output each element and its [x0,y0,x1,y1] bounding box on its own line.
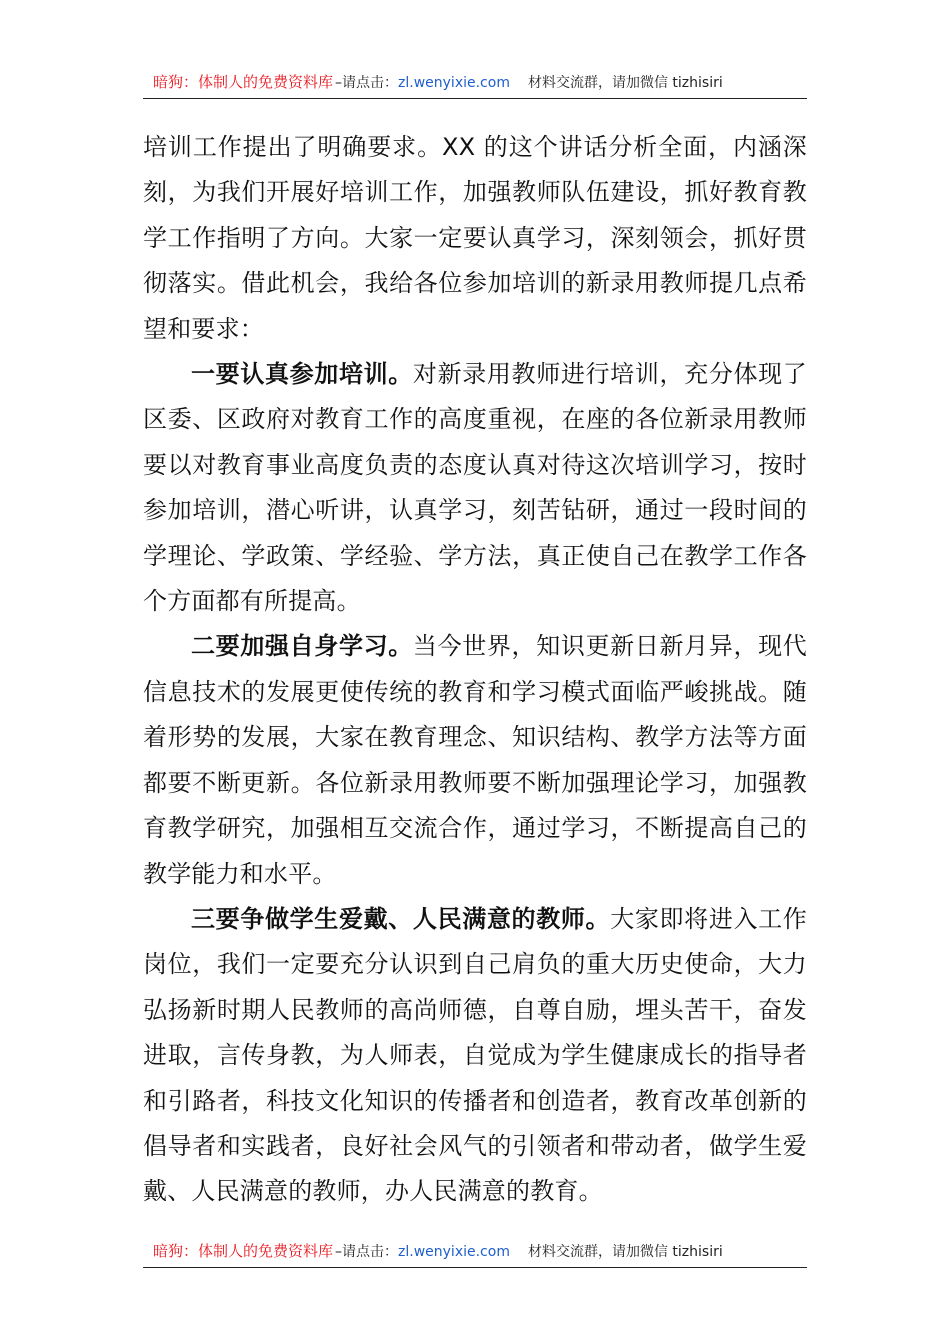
footer-site-name: 暗狗：体制人的免费资料库 [153,1242,334,1260]
paragraph-point-3 [143,897,807,1215]
paragraph-intro [143,125,807,352]
header-click-prompt: –请点击： [335,75,399,91]
paragraph-lead-heading: 一要认真参加培训。 [191,360,413,389]
paragraph-text: 对新录用教师进行培训，充分体现了区委、区政府对教育工作的高度重视，在座的各位新录用教师要以对教育事业高度负责的态度认真对待这次培训学习，按时参加培训，潜心听讲，认真学习，刻苦钻研，通过一段时间的学理论、学政策、学经验、学方法，真正使自己在教学工作各个方面都有所提高。 [143,360,807,616]
header-wechat-note: 材料交流群，请加微信 tizhisiri [527,75,723,91]
paragraph-point-2 [143,624,807,896]
paragraph-text: 培训工作提出了明确要求。XX 的这个讲话分析全面，内涵深刻，为我们开展好培训工作，加强教师队伍建设，抓好教育教学工作指明了方向。大家一定要认真学习，深刻领会，抓好贯彻落实。借此机会，我给各位参加培训的新录用教师提几点希望和要求： [143,133,807,343]
paragraph-lead-heading: 三要争做学生爱戴、人民满意的教师。 [191,904,611,933]
paragraph-lead-heading: 二要加强自身学习。 [191,632,413,661]
paragraph-point-1 [143,352,807,624]
page-footer-banner [143,1237,807,1268]
paragraph-text: 当今世界，知识更新日新月异，现代信息技术的发展更使传统的教育和学习模式面临严峻挑战。随着形势的发展，大家在教育理念、知识结构、教学方法等方面都要不断更新。各位新录用教师要不断加强理论学习，加强教育教学研究，加强相互交流合作，通过学习，不断提高自己的教学能力和水平。 [143,632,807,888]
footer-click-prompt: –请点击： [335,1244,399,1260]
paragraph-text: 大家即将进入工作岗位，我们一定要充分认识到自己肩负的重大历史使命，大力弘扬新时期人民教师的高尚师德，自尊自励，埋头苦干，奋发进取，言传身教，为人师表，自觉成为学生健康成长的指导者和引路者，科技文化知识的传播者和创造者，教育改革创新的倡导者和实践者，良好社会风气的引领者和带动者，做学生爱戴、人民满意的教师，办人民满意的教育。 [143,904,807,1206]
document-body [143,125,807,1215]
footer-site-link[interactable]: zl.wenyixie.com [398,1244,510,1260]
header-site-name: 暗狗：体制人的免费资料库 [153,73,334,91]
page-header-banner [143,68,807,99]
footer-wechat-note: 材料交流群，请加微信 tizhisiri [527,1244,723,1260]
header-site-link[interactable]: zl.wenyixie.com [398,75,510,91]
